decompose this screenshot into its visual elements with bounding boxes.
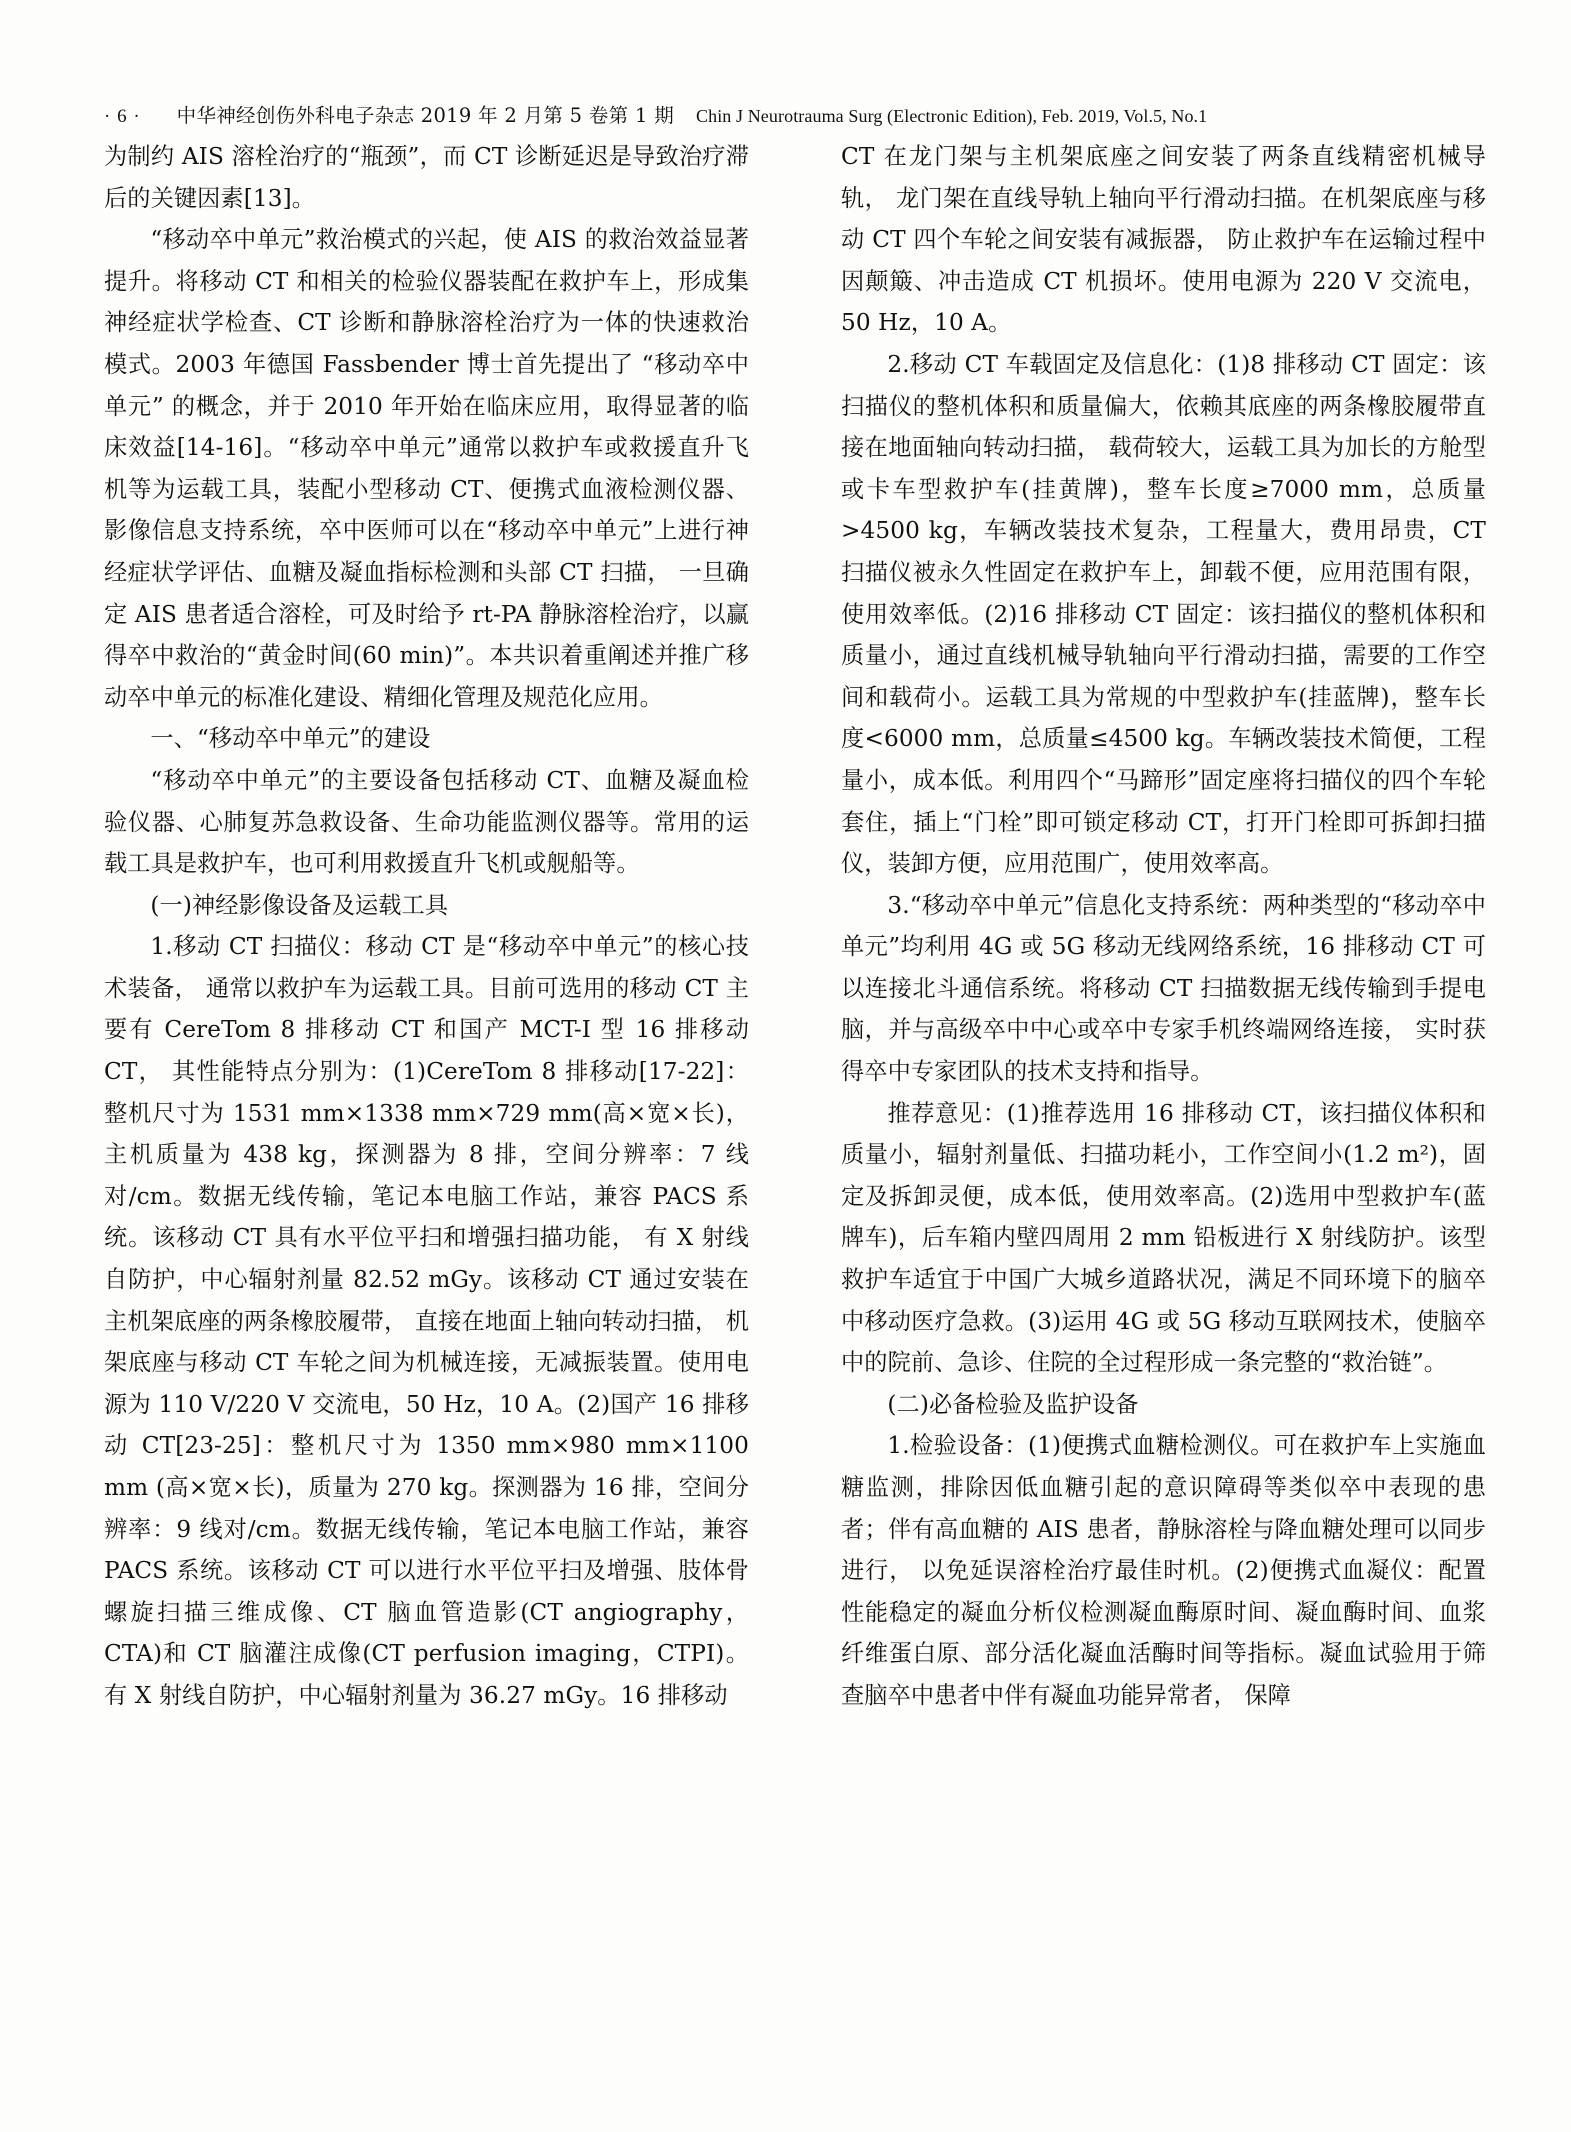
- page-number: · 6 ·: [104, 106, 141, 127]
- paragraph: 3.“移动卒中单元”信息化支持系统：两种类型的“移动卒中单元”均利用 4G 或 5G 移动无线网络系统，16 排移动 CT 可以连接北斗通信系统。将移动 CT 扫描数据无线传输到手提电脑，并与高级卒中中心或卒中专家手机终端网络连接， 实时获得卒中专家团队的技术支持和指导。: [841, 891, 1486, 1086]
- journal-title-en: Chin J Neurotrauma Surg (Electronic Edition), Feb. 2019, Vol.5, No.1: [696, 106, 1208, 126]
- paragraph: 1.检验设备：(1)便携式血糖检测仪。可在救护车上实施血糖监测，排除因低血糖引起的意识障碍等类似卒中表现的患者；伴有高血糖的 AIS 患者，静脉溶栓与降血糖处理可以同步进行， 以免延误溶栓治疗最佳时机。(2)便携式血凝仪：配置性能稳定的凝血分析仪检测凝血酶原时间、凝血酶时间、血浆纤维蛋白原、部分活化凝血活酶时间等指标。凝血试验用于筛查脑卒中患者中伴有凝血功能异常者， 保障: [841, 1432, 1486, 1709]
- page-header: [104, 100, 1484, 128]
- paragraph: 2.移动 CT 车载固定及信息化：(1)8 排移动 CT 固定：该扫描仪的整机体积和质量偏大，依赖其底座的两条橡胶履带直接在地面轴向转动扫描， 载荷较大，运载工具为加长的方舱型或卡车型救护车(挂黄牌)，整车长度≥7000 mm，总质量>4500 kg，车辆改装技术复杂，工程量大，费用昂贵，CT 扫描仪被永久性固定在救护车上，卸载不便，应用范围有限，使用效率低。(2)16 排移动 CT 固定：该扫描仪的整机体积和质量小，通过直线机械导轨轴向平行滑动扫描，需要的工作空间和载荷小。运载工具为常规的中型救护车(挂蓝牌)，整车长度<6000 mm，总质量≤4500 kg。车辆改装技术简便，工程量小，成本低。利用四个“马蹄形”固定座将扫描仪的四个车轮套住，插上“门栓”即可锁定移动 CT，打开门栓即可拆卸扫描仪，装卸方便，应用范围广，使用效率高。: [841, 350, 1486, 878]
- subsection-heading: (二)必备检验及监护设备: [887, 1390, 1139, 1418]
- paragraph: “移动卒中单元”的主要设备包括移动 CT、血糖及凝血检验仪器、心肺复苏急救设备、生命功能监测仪器等。常用的运载工具是救护车，也可利用救援直升飞机或舰船等。: [104, 766, 749, 878]
- paragraph: 1.移动 CT 扫描仪：移动 CT 是“移动卒中单元”的核心技术装备， 通常以救护车为运载工具。目前可选用的移动 CT 主要有 CereTom 8 排移动 CT 和国产 MCT-I 型 16 排移动 CT， 其性能特点分别为：(1)CereTom 8 排移动[17-22]：整机尺寸为 1531 mm×1338 mm×729 mm(高×宽×长)，主机质量为 438 kg，探测器为 8 排，空间分辨率：7 线对/cm。数据无线传输，笔记本电脑工作站，兼容 PACS 系统。该移动 CT 具有水平位平扫和增强扫描功能， 有 X 射线自防护，中心辐射剂量 82.52 mGy。该移动 CT 通过安装在主机架底座的两条橡胶履带， 直接在地面上轴向转动扫描， 机架底座与移动 CT 车轮之间为机械连接，无减振装置。使用电源为 110 V/220 V 交流电，50 Hz，10 A。(2)国产 16 排移动 CT[23-25]：整机尺寸为 1350 mm×980 mm×1100 mm (高×宽×长)，质量为 270 kg。探测器为 16 排，空间分辨率：9 线对/cm。数据无线传输，笔记本电脑工作站，兼容 PACS 系统。该移动 CT 可以进行水平位平扫及增强、肢体骨螺旋扫描三维成像、CT 脑血管造影(CT angiography，CTA)和 CT 脑灌注成像(CT perfusion imaging，CTPI)。有 X 射线自防护，中心辐射剂量为 36.27 mGy。16 排移动: [104, 933, 749, 1709]
- paragraph: “移动卒中单元”救治模式的兴起，使 AIS 的救治效益显著提升。将移动 CT 和相关的检验仪器装配在救护车上，形成集神经症状学检查、CT 诊断和静脉溶栓治疗为一体的快速救治模式。2003 年德国 Fassbender 博士首先提出了 “移动卒中单元” 的概念，并于 2010 年开始在临床应用，取得显著的临床效益[14-16]。“移动卒中单元”通常以救护车或救援直升飞机等为运载工具，装配小型移动 CT、便携式血液检测仪器、影像信息支持系统，卒中医师可以在“移动卒中单元”上进行神经症状学评估、血糖及凝血指标检测和头部 CT 扫描， 一旦确定 AIS 患者适合溶栓，可及时给予 rt-PA 静脉溶栓治疗，以赢得卒中救治的“黄金时间(60 min)”。本共识着重阐述并推广移动卒中单元的标准化建设、精细化管理及规范化应用。: [104, 226, 749, 711]
- subsection-heading: (一)神经影像设备及运载工具: [150, 891, 449, 919]
- paragraph: 为制约 AIS 溶栓治疗的“瓶颈”，而 CT 诊断延迟是导致治疗滞后的关键因素[13]。: [104, 143, 749, 212]
- journal-title-cn: 中华神经创伤外科电子杂志 2019 年 2 月第 5 卷第 1 期: [176, 104, 674, 127]
- paragraph: CT 在龙门架与主机架底座之间安装了两条直线精密机械导轨， 龙门架在直线导轨上轴向平行滑动扫描。在机架底座与移动 CT 四个车轮之间安装有减振器， 防止救护车在运输过程中因颠簸、冲击造成 CT 机损坏。使用电源为 220 V 交流电，50 Hz，10 A。: [841, 143, 1486, 337]
- section-heading: 一、“移动卒中单元”的建设: [150, 725, 431, 753]
- page-body: [104, 136, 1486, 2036]
- left-column: [104, 136, 749, 2036]
- paragraph: 推荐意见：(1)推荐选用 16 排移动 CT，该扫描仪体积和质量小，辐射剂量低、扫描功耗小，工作空间小(1.2 m²)，固定及拆卸灵便，成本低，使用效率高。(2)选用中型救护车(蓝牌车)，后车箱内壁四周用 2 mm 铅板进行 X 射线防护。该型救护车适宜于中国广大城乡道路状况，满足不同环境下的脑卒中移动医疗急救。(3)运用 4G 或 5G 移动互联网技术，使脑卒中的院前、急诊、住院的全过程形成一条完整的“救治链”。: [841, 1099, 1486, 1377]
- right-column: [841, 136, 1486, 2036]
